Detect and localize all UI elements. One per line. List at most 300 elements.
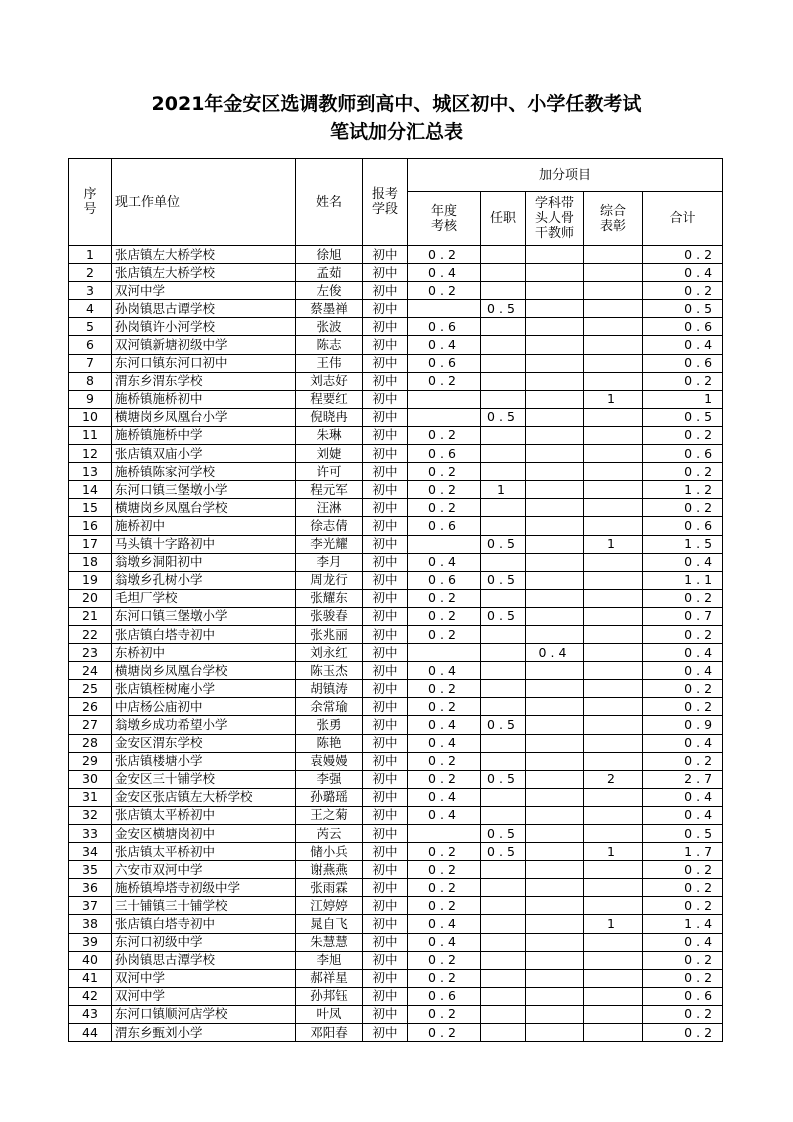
cell-total: 0.4 — [643, 644, 723, 662]
table-row — [69, 282, 723, 300]
cell-annual: 0.4 — [408, 806, 481, 824]
cell-leader — [526, 843, 584, 861]
cell-seq: 12 — [69, 445, 112, 463]
cell-seq: 37 — [69, 897, 112, 915]
cell-annual: 0.2 — [408, 680, 481, 698]
cell-award — [584, 825, 643, 843]
table-row — [69, 390, 723, 408]
cell-name: 李光耀 — [296, 535, 363, 553]
cell-name: 程要红 — [296, 390, 363, 408]
cell-seq: 10 — [69, 408, 112, 426]
cell-leader — [526, 969, 584, 987]
cell-name: 胡镇涛 — [296, 680, 363, 698]
table-row — [69, 535, 723, 553]
table-row — [69, 246, 723, 264]
cell-total: 0.4 — [643, 336, 723, 354]
cell-total: 0.2 — [643, 426, 723, 444]
cell-seq: 5 — [69, 318, 112, 336]
cell-seq: 16 — [69, 517, 112, 535]
cell-total: 0.2 — [643, 969, 723, 987]
cell-leader — [526, 372, 584, 390]
cell-leader — [526, 463, 584, 481]
cell-annual: 0.2 — [408, 879, 481, 897]
cell-unit: 东河口镇三堡墩小学 — [112, 481, 296, 499]
cell-seq: 11 — [69, 426, 112, 444]
cell-name: 朱琳 — [296, 426, 363, 444]
cell-leader — [526, 625, 584, 643]
cell-annual: 0.2 — [408, 481, 481, 499]
cell-level: 初中 — [363, 589, 408, 607]
cell-post — [481, 264, 526, 282]
cell-annual — [408, 644, 481, 662]
cell-post: 0.5 — [481, 408, 526, 426]
cell-total: 0.4 — [643, 734, 723, 752]
header-bonus-group: 加分项目 — [408, 159, 723, 192]
cell-award — [584, 879, 643, 897]
cell-total: 0.2 — [643, 282, 723, 300]
cell-name: 徐旭 — [296, 246, 363, 264]
cell-leader — [526, 897, 584, 915]
cell-leader — [526, 445, 584, 463]
table-row — [69, 517, 723, 535]
cell-name: 张波 — [296, 318, 363, 336]
cell-seq: 28 — [69, 734, 112, 752]
cell-name: 左俊 — [296, 282, 363, 300]
cell-award — [584, 607, 643, 625]
cell-unit: 孙岗镇思古潭学校 — [112, 951, 296, 969]
cell-annual: 0.6 — [408, 987, 481, 1005]
cell-post — [481, 336, 526, 354]
cell-award — [584, 246, 643, 264]
cell-seq: 18 — [69, 553, 112, 571]
cell-unit: 中店杨公庙初中 — [112, 698, 296, 716]
cell-award: 1 — [584, 843, 643, 861]
cell-post: 0.5 — [481, 535, 526, 553]
cell-leader — [526, 933, 584, 951]
cell-annual: 0.2 — [408, 246, 481, 264]
cell-annual — [408, 408, 481, 426]
cell-leader — [526, 300, 584, 318]
table-row — [69, 915, 723, 933]
cell-award — [584, 1024, 643, 1042]
table-row — [69, 481, 723, 499]
cell-leader — [526, 571, 584, 589]
cell-annual — [408, 390, 481, 408]
cell-leader — [526, 806, 584, 824]
cell-total: 0.7 — [643, 607, 723, 625]
cell-level: 初中 — [363, 861, 408, 879]
cell-award — [584, 445, 643, 463]
cell-level: 初中 — [363, 969, 408, 987]
table-row — [69, 463, 723, 481]
cell-seq: 29 — [69, 752, 112, 770]
cell-post — [481, 788, 526, 806]
cell-annual: 0.2 — [408, 698, 481, 716]
cell-annual: 0.2 — [408, 282, 481, 300]
cell-post — [481, 698, 526, 716]
cell-post — [481, 662, 526, 680]
cell-leader — [526, 951, 584, 969]
cell-seq: 27 — [69, 716, 112, 734]
cell-award — [584, 897, 643, 915]
cell-post — [481, 951, 526, 969]
cell-award — [584, 987, 643, 1005]
cell-award — [584, 336, 643, 354]
cell-level: 初中 — [363, 390, 408, 408]
table-row — [69, 354, 723, 372]
cell-annual: 0.2 — [408, 752, 481, 770]
table-row — [69, 843, 723, 861]
table-row — [69, 445, 723, 463]
cell-post — [481, 969, 526, 987]
cell-leader — [526, 879, 584, 897]
cell-name: 刘永红 — [296, 644, 363, 662]
cell-name: 陈艳 — [296, 734, 363, 752]
cell-unit: 毛坦厂学校 — [112, 589, 296, 607]
cell-level: 初中 — [363, 553, 408, 571]
cell-post — [481, 987, 526, 1005]
cell-award — [584, 933, 643, 951]
cell-seq: 41 — [69, 969, 112, 987]
cell-seq: 44 — [69, 1024, 112, 1042]
cell-unit: 渭东乡渭东学校 — [112, 372, 296, 390]
cell-award — [584, 300, 643, 318]
cell-leader — [526, 390, 584, 408]
cell-seq: 7 — [69, 354, 112, 372]
cell-annual: 0.4 — [408, 264, 481, 282]
cell-total: 0.2 — [643, 698, 723, 716]
cell-total: 0.6 — [643, 445, 723, 463]
cell-name: 汪淋 — [296, 499, 363, 517]
cell-total: 0.2 — [643, 861, 723, 879]
cell-seq: 9 — [69, 390, 112, 408]
cell-unit: 张店镇太平桥初中 — [112, 806, 296, 824]
table-row — [69, 408, 723, 426]
cell-name: 余常瑜 — [296, 698, 363, 716]
cell-award — [584, 282, 643, 300]
cell-post — [481, 734, 526, 752]
cell-total: 0.2 — [643, 463, 723, 481]
cell-seq: 24 — [69, 662, 112, 680]
cell-unit: 双河镇新塘初级中学 — [112, 336, 296, 354]
cell-seq: 1 — [69, 246, 112, 264]
cell-level: 初中 — [363, 662, 408, 680]
cell-level: 初中 — [363, 372, 408, 390]
cell-level: 初中 — [363, 535, 408, 553]
table-row — [69, 698, 723, 716]
cell-annual: 0.2 — [408, 625, 481, 643]
cell-level: 初中 — [363, 463, 408, 481]
cell-leader — [526, 680, 584, 698]
cell-total: 0.5 — [643, 300, 723, 318]
cell-award — [584, 426, 643, 444]
cell-seq: 33 — [69, 825, 112, 843]
cell-award — [584, 481, 643, 499]
cell-level: 初中 — [363, 282, 408, 300]
cell-post — [481, 680, 526, 698]
cell-post — [481, 752, 526, 770]
cell-annual: 0.2 — [408, 499, 481, 517]
cell-total: 0.2 — [643, 680, 723, 698]
cell-leader — [526, 662, 584, 680]
cell-level: 初中 — [363, 843, 408, 861]
table-body — [69, 246, 723, 1042]
cell-total: 0.6 — [643, 318, 723, 336]
cell-level: 初中 — [363, 788, 408, 806]
cell-leader — [526, 987, 584, 1005]
cell-unit: 翁墩乡孔树小学 — [112, 571, 296, 589]
cell-post: 0.5 — [481, 607, 526, 625]
cell-total: 0.6 — [643, 354, 723, 372]
cell-post — [481, 445, 526, 463]
document-title-line1: 2021年金安区选调教师到高中、城区初中、小学任教考试 — [151, 93, 642, 115]
cell-unit: 东河口镇三堡墩小学 — [112, 607, 296, 625]
cell-name: 孟茹 — [296, 264, 363, 282]
table-row — [69, 897, 723, 915]
cell-award — [584, 788, 643, 806]
cell-leader — [526, 698, 584, 716]
cell-leader — [526, 752, 584, 770]
cell-total: 0.2 — [643, 951, 723, 969]
cell-name: 程元军 — [296, 481, 363, 499]
table-row — [69, 861, 723, 879]
cell-seq: 23 — [69, 644, 112, 662]
table-row — [69, 680, 723, 698]
cell-total: 0.5 — [643, 408, 723, 426]
cell-leader — [526, 770, 584, 788]
cell-seq: 3 — [69, 282, 112, 300]
cell-total: 1 — [643, 390, 723, 408]
cell-leader — [526, 517, 584, 535]
cell-seq: 42 — [69, 987, 112, 1005]
cell-level: 初中 — [363, 698, 408, 716]
cell-post: 0.5 — [481, 716, 526, 734]
cell-unit: 金安区渭东学校 — [112, 734, 296, 752]
cell-unit: 金安区横塘岗初中 — [112, 825, 296, 843]
cell-leader — [526, 553, 584, 571]
cell-post — [481, 318, 526, 336]
cell-leader — [526, 354, 584, 372]
cell-leader — [526, 716, 584, 734]
cell-post — [481, 517, 526, 535]
cell-leader — [526, 861, 584, 879]
cell-level: 初中 — [363, 734, 408, 752]
cell-annual: 0.6 — [408, 445, 481, 463]
cell-seq: 19 — [69, 571, 112, 589]
cell-award — [584, 408, 643, 426]
cell-total: 0.2 — [643, 625, 723, 643]
cell-award — [584, 861, 643, 879]
table-row — [69, 825, 723, 843]
cell-annual: 0.2 — [408, 463, 481, 481]
cell-award — [584, 571, 643, 589]
cell-unit: 六安市双河中学 — [112, 861, 296, 879]
cell-unit: 金安区三十铺学校 — [112, 770, 296, 788]
cell-level: 初中 — [363, 680, 408, 698]
cell-seq: 15 — [69, 499, 112, 517]
cell-post — [481, 915, 526, 933]
cell-award — [584, 264, 643, 282]
cell-name: 芮云 — [296, 825, 363, 843]
cell-leader — [526, 535, 584, 553]
table-row — [69, 1024, 723, 1042]
cell-annual: 0.6 — [408, 354, 481, 372]
cell-level: 初中 — [363, 987, 408, 1005]
cell-annual: 0.2 — [408, 607, 481, 625]
cell-post: 0.5 — [481, 825, 526, 843]
cell-unit: 横塘岗乡凤凰台学校 — [112, 499, 296, 517]
cell-name: 孙璐瑶 — [296, 788, 363, 806]
cell-name: 徐志倩 — [296, 517, 363, 535]
cell-award — [584, 698, 643, 716]
cell-annual: 0.2 — [408, 372, 481, 390]
cell-level: 初中 — [363, 607, 408, 625]
cell-unit: 张店镇左大桥学校 — [112, 246, 296, 264]
cell-leader — [526, 915, 584, 933]
cell-post: 0.5 — [481, 571, 526, 589]
cell-leader — [526, 734, 584, 752]
cell-unit: 横塘岗乡凤凰台小学 — [112, 408, 296, 426]
header-post: 任职 — [481, 192, 526, 246]
cell-seq: 38 — [69, 915, 112, 933]
cell-annual: 0.2 — [408, 1005, 481, 1023]
header-name: 姓名 — [296, 159, 363, 246]
cell-annual: 0.2 — [408, 951, 481, 969]
cell-total: 0.4 — [643, 933, 723, 951]
cell-name: 邓阳春 — [296, 1024, 363, 1042]
table-row — [69, 987, 723, 1005]
cell-leader — [526, 607, 584, 625]
cell-award — [584, 951, 643, 969]
cell-unit: 施桥镇埠塔寺初级中学 — [112, 879, 296, 897]
cell-name: 刘婕 — [296, 445, 363, 463]
cell-name: 张耀东 — [296, 589, 363, 607]
cell-leader — [526, 318, 584, 336]
table-row — [69, 879, 723, 897]
table-row — [69, 499, 723, 517]
cell-level: 初中 — [363, 1024, 408, 1042]
cell-unit: 施桥初中 — [112, 517, 296, 535]
cell-award — [584, 1005, 643, 1023]
cell-unit: 翁墩乡成功希望小学 — [112, 716, 296, 734]
cell-total: 0.4 — [643, 553, 723, 571]
cell-name: 周龙行 — [296, 571, 363, 589]
cell-name: 刘志好 — [296, 372, 363, 390]
cell-total: 0.4 — [643, 806, 723, 824]
cell-seq: 8 — [69, 372, 112, 390]
cell-post — [481, 372, 526, 390]
cell-award: 1 — [584, 390, 643, 408]
cell-annual: 0.6 — [408, 517, 481, 535]
cell-seq: 17 — [69, 535, 112, 553]
cell-unit: 张店镇太平桥初中 — [112, 843, 296, 861]
cell-unit: 东桥初中 — [112, 644, 296, 662]
cell-unit: 张店镇双庙小学 — [112, 445, 296, 463]
cell-unit: 张店镇左大桥学校 — [112, 264, 296, 282]
cell-seq: 21 — [69, 607, 112, 625]
table-row — [69, 788, 723, 806]
cell-level: 初中 — [363, 933, 408, 951]
cell-post — [481, 933, 526, 951]
cell-total: 2.7 — [643, 770, 723, 788]
cell-level: 初中 — [363, 825, 408, 843]
cell-unit: 施桥镇施桥初中 — [112, 390, 296, 408]
cell-post — [481, 861, 526, 879]
cell-name: 倪晓冉 — [296, 408, 363, 426]
cell-name: 张骏春 — [296, 607, 363, 625]
cell-level: 初中 — [363, 644, 408, 662]
cell-name: 叶凤 — [296, 1005, 363, 1023]
table-row — [69, 716, 723, 734]
cell-name: 陈志 — [296, 336, 363, 354]
header-seq: 序号 — [69, 159, 112, 246]
table-row — [69, 625, 723, 643]
cell-level: 初中 — [363, 806, 408, 824]
cell-unit: 金安区张店镇左大桥学校 — [112, 788, 296, 806]
cell-leader — [526, 499, 584, 517]
cell-level: 初中 — [363, 426, 408, 444]
cell-annual: 0.4 — [408, 788, 481, 806]
table-row — [69, 426, 723, 444]
cell-post — [481, 625, 526, 643]
cell-total: 0.2 — [643, 589, 723, 607]
cell-name: 李旭 — [296, 951, 363, 969]
cell-name: 张勇 — [296, 716, 363, 734]
cell-annual: 0.4 — [408, 734, 481, 752]
table-row — [69, 300, 723, 318]
cell-leader — [526, 825, 584, 843]
cell-unit: 马头镇十字路初中 — [112, 535, 296, 553]
cell-name: 谢燕燕 — [296, 861, 363, 879]
cell-seq: 4 — [69, 300, 112, 318]
cell-unit: 渭东乡甄刘小学 — [112, 1024, 296, 1042]
header-annual: 年度考核 — [408, 192, 481, 246]
cell-seq: 14 — [69, 481, 112, 499]
cell-level: 初中 — [363, 915, 408, 933]
cell-award — [584, 589, 643, 607]
cell-post — [481, 879, 526, 897]
cell-level: 初中 — [363, 951, 408, 969]
cell-unit: 双河中学 — [112, 282, 296, 300]
cell-level: 初中 — [363, 499, 408, 517]
cell-post — [481, 426, 526, 444]
cell-unit: 双河中学 — [112, 969, 296, 987]
cell-name: 朱慧慧 — [296, 933, 363, 951]
cell-total: 1.1 — [643, 571, 723, 589]
cell-award — [584, 662, 643, 680]
cell-unit: 三十铺镇三十铺学校 — [112, 897, 296, 915]
cell-level: 初中 — [363, 336, 408, 354]
cell-annual — [408, 300, 481, 318]
cell-seq: 34 — [69, 843, 112, 861]
table-row — [69, 770, 723, 788]
header-leader: 学科带头人骨干教师 — [526, 192, 584, 246]
cell-award — [584, 716, 643, 734]
cell-award — [584, 499, 643, 517]
cell-post — [481, 644, 526, 662]
cell-award — [584, 625, 643, 643]
cell-post — [481, 553, 526, 571]
cell-level: 初中 — [363, 246, 408, 264]
cell-unit: 施桥镇陈家河学校 — [112, 463, 296, 481]
cell-level: 初中 — [363, 770, 408, 788]
cell-award — [584, 553, 643, 571]
cell-unit: 横塘岗乡凤凰台学校 — [112, 662, 296, 680]
table-row — [69, 607, 723, 625]
cell-leader — [526, 408, 584, 426]
cell-annual: 0.2 — [408, 861, 481, 879]
cell-name: 王之菊 — [296, 806, 363, 824]
